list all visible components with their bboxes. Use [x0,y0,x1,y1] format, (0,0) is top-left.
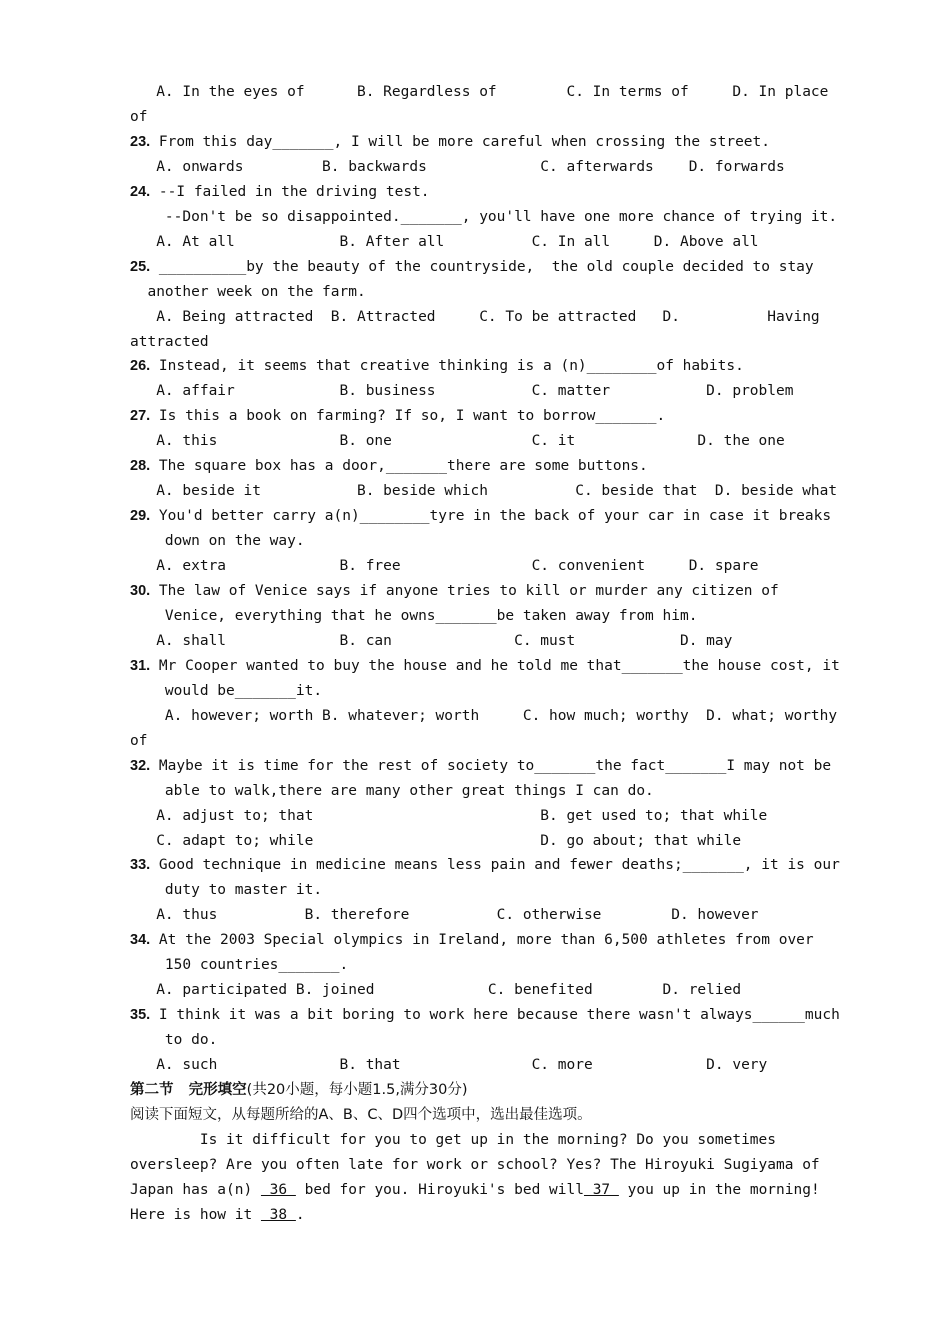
section-heading [130,1078,468,1103]
question-text: Instead, it seems that creative thinking is a (n)________of habits. [150,358,744,375]
section-detail: (共20小题，每小题1.5,满分30分) [246,1082,468,1098]
question-text: Mr Cooper wanted to buy the house and he told me that_______the house cost, it [150,657,840,674]
passage-text: Here is how it [130,1206,261,1223]
text-line: --Don't be so disappointed._______, you'll have one more chance of trying it. [130,208,838,225]
question-text: The square box has a door,_______there are some buttons. [150,458,648,475]
question-line [130,504,831,529]
question-text: From this day_______, I will be more careful when crossing the street. [150,133,770,150]
options-line: A. At all B. After all C. In all D. Above all [130,233,759,250]
passage-line [130,1153,820,1178]
options-line: A. thus B. therefore C. otherwise D. however [130,907,759,924]
section-title: 第二节 完形填空 [130,1082,247,1098]
question-number: 34. [130,932,151,949]
question-line [130,1003,840,1028]
text-line: Venice, everything that he owns_______be taken away from him. [130,607,698,624]
passage-text: you up in the morning! [618,1181,820,1198]
text-line: able to walk,there are many other great things I can do. [130,782,654,799]
question-line [130,579,779,604]
options-line: A. Being attracted B. Attracted C. To be attracted D. Having [130,308,820,325]
question-number: 27. [130,408,151,425]
question-number: 31. [130,657,151,674]
question-number: 24. [130,183,151,200]
passage-text: . [295,1206,305,1223]
question-text: __________by the beauty of the countryside, the old couple decided to stay [150,258,814,275]
question-number: 26. [130,358,151,375]
text-line: duty to master it. [130,882,323,899]
text-line: down on the way. [130,533,305,550]
question-number: 23. [130,133,151,150]
passage-text: oversleep? Are you often late for work or school? Yes? The Hiroyuki Sugiyama of [130,1156,820,1173]
question-line [130,928,814,953]
text-line: of [130,108,148,125]
options-line: A. onwards B. backwards C. afterwards D. forwards [130,158,785,175]
options-line: A. adjust to; that B. get used to; that while [130,807,768,824]
question-text: The law of Venice says if anyone tries to kill or murder any citizen of [150,583,779,599]
passage-line [130,1178,820,1203]
question-line [130,255,814,280]
options-line: A. shall B. can C. must D. may [130,632,733,649]
text-line: attracted [130,333,209,350]
passage-line [130,1128,776,1153]
question-text: I think it was a bit boring to work here because there wasn't always______much [150,1007,840,1024]
blank-37: 37 [583,1181,619,1198]
text-line: of [130,732,148,749]
question-text: Is this a book on farming? If so, I want to borrow_______. [150,408,666,425]
text-line: 150 countries_______. [130,957,349,974]
question-line [130,354,744,379]
question-number: 28. [130,458,151,475]
options-line: A. affair B. business C. matter D. problem [130,383,794,400]
question-number: 35. [130,1007,151,1024]
question-line [130,130,770,155]
text-line: would be_______it. [130,682,323,699]
question-text: --I failed in the driving test. [150,183,430,200]
options-line: A. beside it B. beside which C. beside that D. beside what [130,483,838,500]
options-line: A. participated B. joined C. benefited D. relied [130,982,742,999]
section-instruction: 阅读下面短文，从每题所给的A、B、C、D四个选项中，选出最佳选项。 [130,1106,592,1123]
question-number: 32. [130,757,151,774]
blank-38: 38 [260,1206,296,1223]
question-number: 29. [130,508,151,525]
passage-text: Is it difficult for you to get up in the morning? Do you sometimes [130,1131,777,1148]
options-line: A. In the eyes of B. Regardless of C. In terms of D. In place [130,84,829,100]
passage-text: bed for you. Hiroyuki's bed will [295,1181,584,1198]
text-line: another week on the farm. [130,283,366,300]
question-number: 33. [130,857,151,874]
blank-36: 36 [260,1181,296,1198]
question-line [130,754,831,779]
passage-text: Japan has a(n) [130,1181,261,1198]
question-line [130,853,840,878]
question-text: At the 2003 Special olympics in Ireland, more than 6,500 athletes from over [150,932,814,949]
question-line [130,180,430,205]
question-text: Good technique in medicine means less pain and fewer deaths;_______, it is our [150,857,840,874]
passage-line [130,1203,305,1228]
options-line: A. extra B. free C. convenient D. spare [130,558,759,575]
text-line: to do. [130,1032,218,1049]
options-line: A. this B. one C. it D. the one [130,433,785,450]
options-line: A. however; worth B. whatever; worth C. how much; worthy D. what; worthy [130,707,838,724]
question-number: 30. [130,583,151,599]
options-line: A. such B. that C. more D. very [130,1057,768,1074]
question-text: Maybe it is time for the rest of society to_______the fact_______I may not be [150,757,832,774]
options-line: C. adapt to; while D. go about; that while [130,832,742,849]
question-number: 25. [130,258,151,275]
question-line [130,654,840,679]
question-line [130,404,665,429]
question-text: You'd better carry a(n)________tyre in the back of your car in case it breaks [150,508,832,525]
question-line [130,454,648,479]
